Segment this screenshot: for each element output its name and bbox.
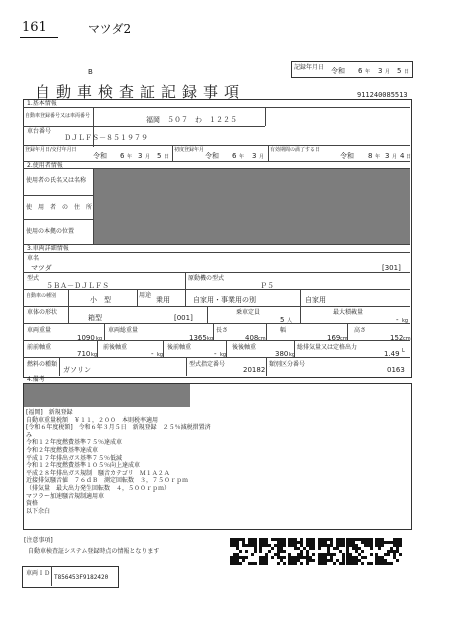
length-label: 長さ — [216, 327, 229, 334]
reg-number-value: 福岡 ５０７ わ １２２５ — [146, 116, 237, 124]
max-load-value: - — [396, 316, 399, 324]
chassis-label: 車台番号 — [27, 128, 52, 135]
vehicle-id-label: 車両ＩＤ — [26, 570, 51, 577]
max-load-label: 最大積載量 — [333, 309, 364, 316]
redacted-notes-header — [24, 384, 190, 407]
notes-list — [26, 409, 211, 515]
note-line: 資格 — [26, 500, 39, 508]
note-line: 令和１２年度燃費基準１０５％向上達成車 — [26, 462, 141, 470]
first-reg-era: 令和 — [93, 152, 107, 160]
rear-front-axle-unit: kg — [220, 352, 227, 358]
body-shape-code: [001] — [174, 314, 193, 322]
displacement-label: 総排気量又は定格出力 — [297, 344, 358, 351]
note-line: [福岡] 新規登録 — [26, 409, 73, 416]
expiry-d: 日 — [406, 154, 412, 160]
user-name-label: 使用者の氏名又は名称 — [26, 177, 87, 184]
capacity-unit: 人 — [287, 318, 293, 324]
qr-code — [375, 538, 402, 565]
note-line: [令和６年度税額] 令和６年３月５日 新規登録 ２５％減税措置済 — [26, 424, 211, 432]
front-front-axle-unit: kg — [91, 352, 98, 358]
use-value: 乗用 — [156, 296, 170, 304]
handwritten-maker: マツダ2 — [88, 22, 132, 36]
height-value: 152 — [390, 334, 404, 342]
rear-rear-axle-label: 後後軸重 — [232, 344, 257, 351]
vehicle-kind-value: 小 型 — [90, 296, 111, 304]
gross-weight-unit: kg — [207, 336, 214, 342]
car-name-code: [301] — [382, 264, 401, 272]
initial-month: 3 — [252, 152, 257, 160]
expiry-month: 3 — [385, 152, 390, 160]
note-line: み — [26, 431, 33, 439]
front-rear-axle-unit: kg — [157, 352, 164, 358]
height-unit: cm — [403, 336, 411, 342]
record-date-era: 令和 — [331, 67, 345, 75]
section4-heading: 4.備考 — [27, 376, 45, 383]
body-shape-value: 箱型 — [88, 314, 102, 322]
first-reg-day: 5 — [157, 152, 162, 160]
section1-heading: 1.基本情報 — [27, 100, 57, 107]
rear-front-axle-value: - — [214, 350, 217, 358]
rear-front-axle-label: 後前軸重 — [167, 344, 192, 351]
record-date-label: 記録年月日 — [294, 64, 325, 71]
type-number-label: 型式指定番号 — [189, 361, 226, 368]
displacement-unit: L — [402, 348, 405, 354]
note-line: 近接排気騒音値 ７６ｄＢ 測定回転数 ３，７５０ｒｐｍ — [26, 477, 189, 485]
note-line: 令和２年度燃費基準達成車 — [26, 446, 99, 454]
expiry-y: 年 — [375, 154, 381, 160]
record-date-m: 月 — [385, 69, 391, 75]
rear-rear-axle-value: 380 — [275, 350, 289, 358]
expiry-era: 令和 — [340, 152, 354, 160]
initial-reg-label: 初度登録年月 — [174, 147, 205, 153]
reg-number-label: 自動車登録番号又は車両番号 — [25, 113, 91, 119]
capacity-value: 5 — [280, 316, 285, 324]
width-unit: cm — [340, 336, 348, 342]
vehicle-kind-label: 自動車の種別 — [26, 293, 57, 299]
note-line: 以下余白 — [26, 507, 51, 515]
expiry-label: 有効期間の満了する日 — [270, 147, 321, 153]
expiry-m: 月 — [392, 154, 398, 160]
vehicle-weight-unit: kg — [96, 336, 103, 342]
notice-text: 自動車検査証システム登録時点の情報となります — [28, 548, 160, 555]
length-value: 408 — [245, 334, 259, 342]
length-unit: cm — [258, 336, 266, 342]
title-mark: B — [88, 68, 93, 76]
engine-model-label: 原動機の型式 — [188, 275, 225, 282]
first-reg-year: 6 — [120, 152, 125, 160]
front-front-axle-label: 前前軸重 — [27, 344, 52, 351]
first-reg-label: 登録年月日/交付年月日 — [25, 147, 77, 153]
qr-code — [230, 538, 257, 565]
rear-rear-axle-unit: kg — [289, 352, 296, 358]
car-name-value: マツダ — [31, 264, 52, 272]
front-rear-axle-label: 前後軸重 — [103, 344, 128, 351]
initial-y: 年 — [239, 154, 245, 160]
gross-weight-label: 車両総重量 — [108, 327, 139, 334]
initial-year: 6 — [232, 152, 237, 160]
front-front-axle-value: 710 — [77, 350, 91, 358]
front-rear-axle-value: - — [151, 350, 154, 358]
qr-code — [346, 538, 373, 565]
use-label: 用途 — [139, 292, 152, 299]
max-load-unit: kg — [402, 318, 409, 324]
redacted-user-info — [94, 169, 410, 244]
vehicle-weight-value: 1090 — [77, 334, 95, 342]
model-value: ５ＢＡ－ＤＪＬＦＳ — [46, 282, 109, 290]
note-line: 令和１２年度燃費基準７５％達成車 — [26, 439, 123, 447]
displacement-value: 1.49 — [384, 350, 400, 358]
record-date-day: 5 — [397, 67, 402, 75]
engine-model-value: Ｐ５ — [260, 282, 274, 290]
fuel-value: ガソリン — [63, 366, 91, 374]
category-number-value: 0163 — [387, 366, 405, 374]
capacity-label: 乗車定員 — [236, 309, 261, 316]
expiry-day: 4 — [400, 152, 405, 160]
document-title: 自動車検査証記録事項 — [35, 83, 246, 101]
first-reg-m: 月 — [145, 154, 151, 160]
note-line: 自動車重量税額 ￥１１，２００ 本則税率適用 — [26, 416, 159, 424]
initial-era: 令和 — [205, 152, 219, 160]
first-reg-y: 年 — [127, 154, 133, 160]
first-reg-d: 日 — [164, 154, 170, 160]
height-label: 高さ — [354, 327, 367, 334]
category-number-label: 類別区分番号 — [269, 361, 306, 368]
note-line: マフラー加速騒音規制適用車 — [26, 492, 105, 500]
type-number-value: 20182 — [243, 366, 266, 374]
model-label: 型式 — [27, 275, 40, 282]
note-line: （排気量 最大出力発生回転数 ４，５００ｒｐｍ） — [26, 484, 171, 492]
gross-weight-value: 1365 — [189, 334, 207, 342]
vehicle-weight-label: 車両重量 — [27, 327, 52, 334]
record-date-y: 年 — [365, 69, 371, 75]
vehicle-id-value: T856453F9182420 — [54, 574, 109, 581]
record-date-d: 日 — [404, 69, 410, 75]
handwritten-number: 161 — [22, 20, 47, 35]
note-line: 平成２８年排出ガス規制 騒音カテゴリ Ｍ１Ａ２Ａ — [26, 469, 170, 477]
car-name-label: 車名 — [27, 255, 40, 262]
handwritten-underline — [20, 37, 58, 38]
first-reg-month: 3 — [138, 152, 143, 160]
document-number: 911240085513 — [357, 91, 408, 99]
qr-code — [288, 538, 315, 565]
note-line: 平成１７年排出ガス基準７５％低減 — [26, 454, 123, 462]
section2-heading: 2.使用者情報 — [27, 162, 63, 169]
notice-heading: [注意事項] — [24, 537, 53, 544]
purpose-label: 自家用・事業用の別 — [193, 296, 256, 304]
initial-m: 月 — [259, 154, 265, 160]
fuel-label: 燃料の種類 — [27, 361, 58, 368]
expiry-year: 8 — [368, 152, 373, 160]
record-date-year: 6 — [358, 67, 363, 75]
width-label: 幅 — [280, 327, 287, 334]
width-value: 169 — [327, 334, 341, 342]
qr-code — [318, 538, 345, 565]
record-date-month: 3 — [378, 67, 383, 75]
user-address-label: 使 用 者 の 住 所 — [26, 204, 93, 211]
purpose-value: 自家用 — [305, 296, 326, 304]
body-shape-label: 車体の形状 — [27, 309, 58, 316]
chassis-value: ＤＪＬＦＳ－８５１９７９ — [64, 134, 148, 142]
section3-heading: 3.車両詳細情報 — [27, 245, 69, 252]
base-location-label: 使用の本拠の位置 — [26, 228, 75, 235]
qr-code — [259, 538, 286, 565]
